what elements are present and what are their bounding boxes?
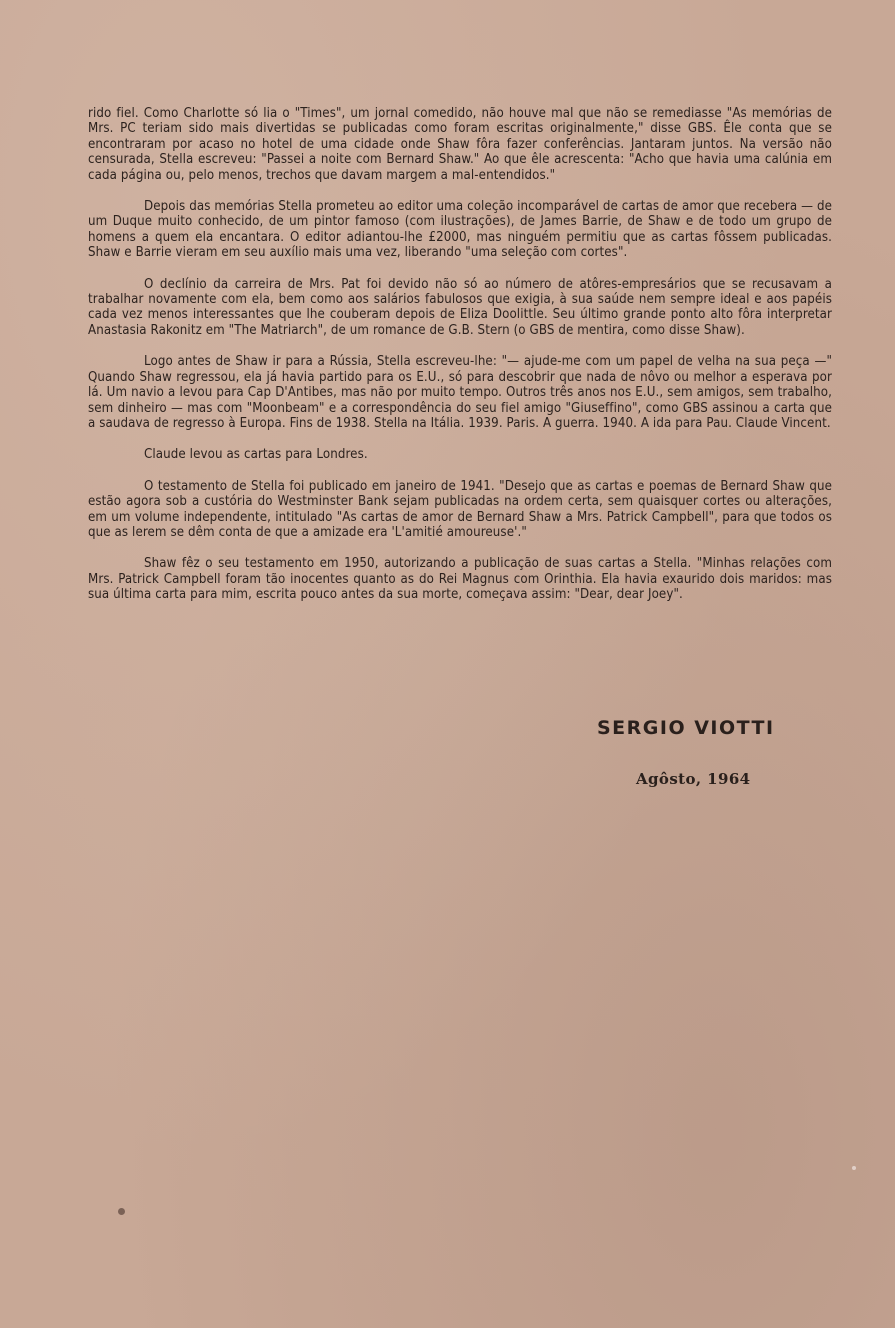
ink-smudge-mark <box>118 1208 125 1215</box>
paragraph-3: O declínio da carreira de Mrs. Pat foi devido não só ao número de atôres-empresários que se recusavam a trabalhar novamente com ela, bem como aos salários fabulosos que exigia, à sua saúde nem sempre ideal e aos papéis cada vez menos interessantes que lhe couberam depois de Eliza Doolittle. Seu último grande ponto alto fôra interpretar Anastasia Rakonitz em "The Matriarch", de um romance de G.B. Stern (o GBS de mentira, como disse Shaw). <box>88 276 832 338</box>
paragraph-4: Logo antes de Shaw ir para a Rússia, Stella escreveu-lhe: "— ajude-me com um papel de velha na sua peça —" Quando Shaw regressou, ela já havia partido para os E.U., só para descobrir que nada de nôvo ou melhor a esperava por lá. Um navio a levou para Cap D'Antibes, mas não por muito tempo. Outros três anos nos E.U., sem amigos, sem trabalho, sem dinheiro — mas com "Moonbeam" e a correspondência do seu fiel amigo "Giuseffino", como GBS assinou a carta que a saudava de regresso à Europa. Fins de 1938. Stella na Itália. 1939. Paris. A guerra. 1940. A ida para Pau. Claude Vincent. <box>88 354 832 431</box>
author-signature: SERGIO VIOTTI <box>597 717 775 739</box>
paragraph-6: O testamento de Stella foi publicado em janeiro de 1941. "Desejo que as cartas e poemas de Bernard Shaw que estão agora sob a custória do Westminster Bank sejam publicadas na ordem certa, sem quaisquer cortes ou alterações, em um volume independente, intitulado "As cartas de amor de Bernard Shaw a Mrs. Patrick Campbell", para que todos os que as lerem se dêm conta de que a amizade era 'L'amitié amoureuse'." <box>88 478 832 540</box>
paragraph-1: rido fiel. Como Charlotte só lia o "Times", um jornal comedido, não houve mal que não se remediasse "As memórias de Mrs. PC teriam sido mais divertidas se publicadas como foram escritas originalmente," disse GBS. Êle conta que se encontraram por acaso no hotel de uma cidade onde Shaw fôra fazer conferências. Jantaram juntos. Na versão não censurada, Stella escreveu: "Passei a noite com Bernard Shaw." Ao que êle acrescenta: "Acho que havia uma calúnia em cada página ou, pelo menos, trechos que davam margem a mal-entendidos." <box>88 106 832 183</box>
signature-date: Agôsto, 1964 <box>636 770 751 788</box>
ink-smudge-mark <box>852 1166 856 1170</box>
paragraph-5: Claude levou as cartas para Londres. <box>144 447 368 463</box>
article-body <box>88 106 832 619</box>
paragraph-2: Depois das memórias Stella prometeu ao editor uma coleção incomparável de cartas de amor que recebera — de um Duque muito conhecido, de um pintor famoso (com ilustrações), de James Barrie, de Shaw e de todo um grupo de homens a quem ela encantara. O editor adiantou-lhe £2000, mas ninguém permitiu que as cartas fôssem publicadas. Shaw e Barrie vieram em seu auxílio mais uma vez, liberando "uma seleção com cortes". <box>88 199 832 261</box>
paragraph-7: Shaw fêz o seu testamento em 1950, autorizando a publicação de suas cartas a Stella. "Minhas relações com Mrs. Patrick Campbell foram tão inocentes quanto as do Rei Magnus com Orinthia. Ela havia exaurido dois maridos: mas sua última carta para mim, escrita pouco antes da sua morte, começava assim: "Dear, dear Joey". <box>88 556 832 603</box>
